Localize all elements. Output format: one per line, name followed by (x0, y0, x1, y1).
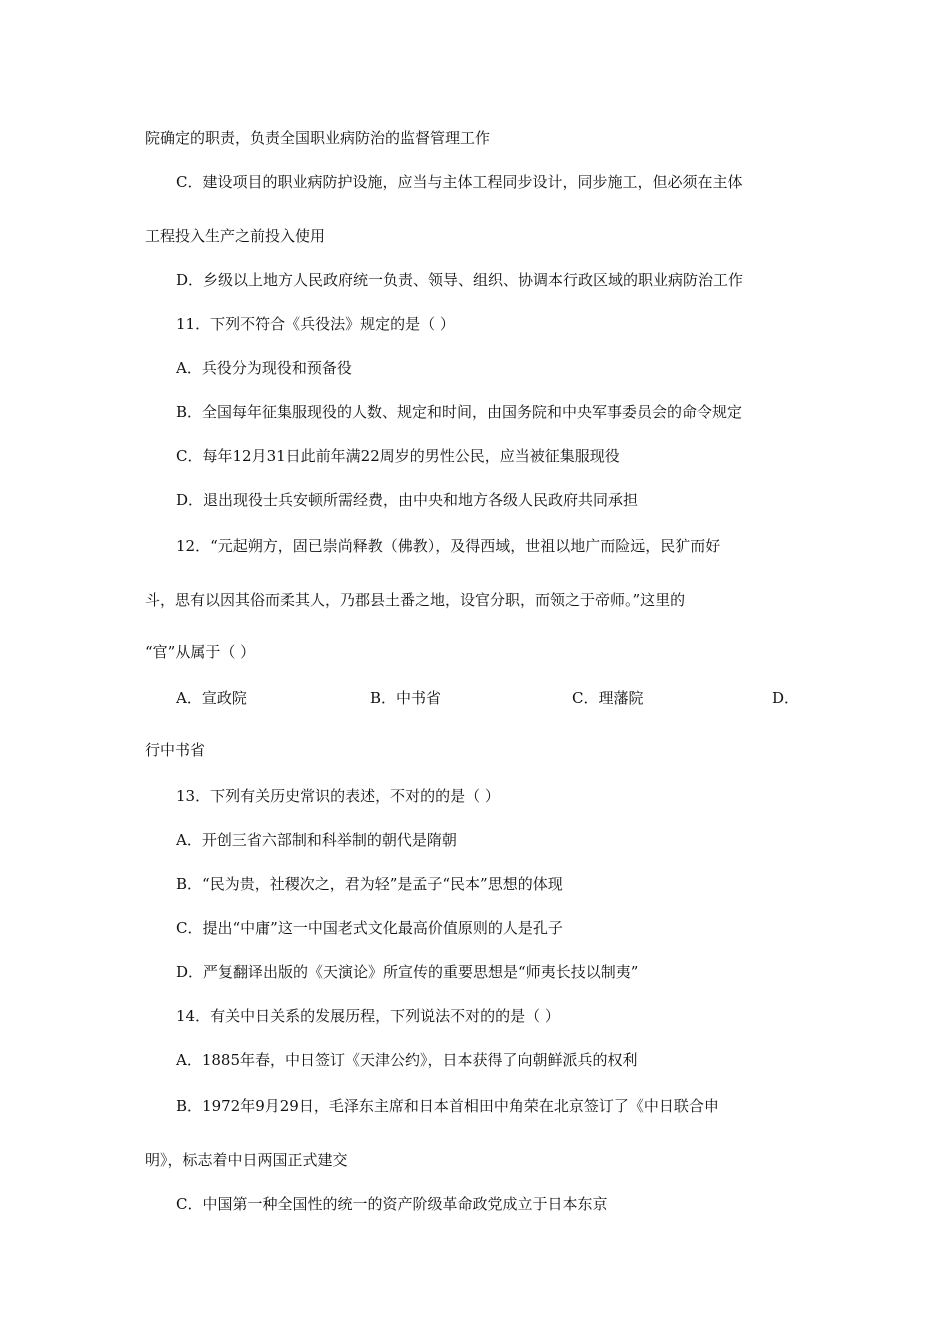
question-12-option-c: C．理藩院 (572, 689, 644, 707)
question-12-option-a: A．宣政院 (176, 689, 247, 707)
question-12-continued: 斗，思有以因其俗而柔其人，乃郡县土番之地，设官分职，而领之于帝师。”这里的 (145, 591, 686, 609)
question-12-continued: “官”从属于（ ） (145, 643, 256, 661)
question-12-option-d-text: 行中书省 (145, 741, 206, 759)
question-11: 11．下列不符合《兵役法》规定的是（ ） (176, 315, 455, 333)
question-11-option-a: A．兵役分为现役和预备役 (176, 359, 352, 377)
option-c-line: C．建设项目的职业病防护设施，应当与主体工程同步设计，同步施工，但必须在主体 (176, 173, 743, 191)
question-13-option-c: C．提出“中庸”这一中国老式文化最高价值原则的人是孔子 (176, 919, 563, 937)
question-12: 12．“元起朔方，固已崇尚释教（佛教），及得西域，世祖以地广而险远，民犷而好 (176, 537, 721, 555)
question-12-option-b: B．中书省 (370, 689, 442, 707)
question-14: 14．有关中日关系的发展历程，下列说法不对的的是（ ） (176, 1007, 560, 1025)
question-13-option-a: A．开创三省六部制和科举制的朝代是隋朝 (176, 831, 457, 849)
question-14-option-c: C．中国第一种全国性的统一的资产阶级革命政党成立于日本东京 (176, 1195, 608, 1213)
question-11-option-c: C．每年12月31日此前年满22周岁的男性公民，应当被征集服现役 (176, 447, 620, 465)
question-12-option-d: D． (772, 689, 800, 707)
question-13-option-b: B．“民为贵，社稷次之，君为轻”是孟子“民本”思想的体现 (176, 875, 563, 893)
option-d-line: D．乡级以上地方人民政府统一负责、领导、组织、协调本行政区域的职业病防治工作 (176, 271, 744, 289)
question-13: 13．下列有关历史常识的表述，不对的的是（ ） (176, 787, 500, 805)
question-11-option-d: D．退出现役士兵安顿所需经费，由中央和地方各级人民政府共同承担 (176, 491, 639, 509)
question-14-option-b-continued: 明》，标志着中日两国正式建交 (145, 1151, 348, 1169)
paragraph-line: 院确定的职责，负责全国职业病防治的监督管理工作 (145, 129, 491, 147)
paragraph-line: 工程投入生产之前投入使用 (145, 227, 326, 245)
question-11-option-b: B．全国每年征集服现役的人数、规定和时间，由国务院和中央军事委员会的命令规定 (176, 403, 743, 421)
question-14-option-a: A．1885年春，中日签订《天津公约》，日本获得了向朝鲜派兵的权利 (176, 1051, 638, 1069)
question-13-option-d: D．严复翻译出版的《天演论》所宣传的重要思想是“师夷长技以制夷” (176, 963, 639, 981)
question-14-option-b: B．1972年9月29日，毛泽东主席和日本首相田中角荣在北京签订了《中日联合申 (176, 1097, 719, 1115)
